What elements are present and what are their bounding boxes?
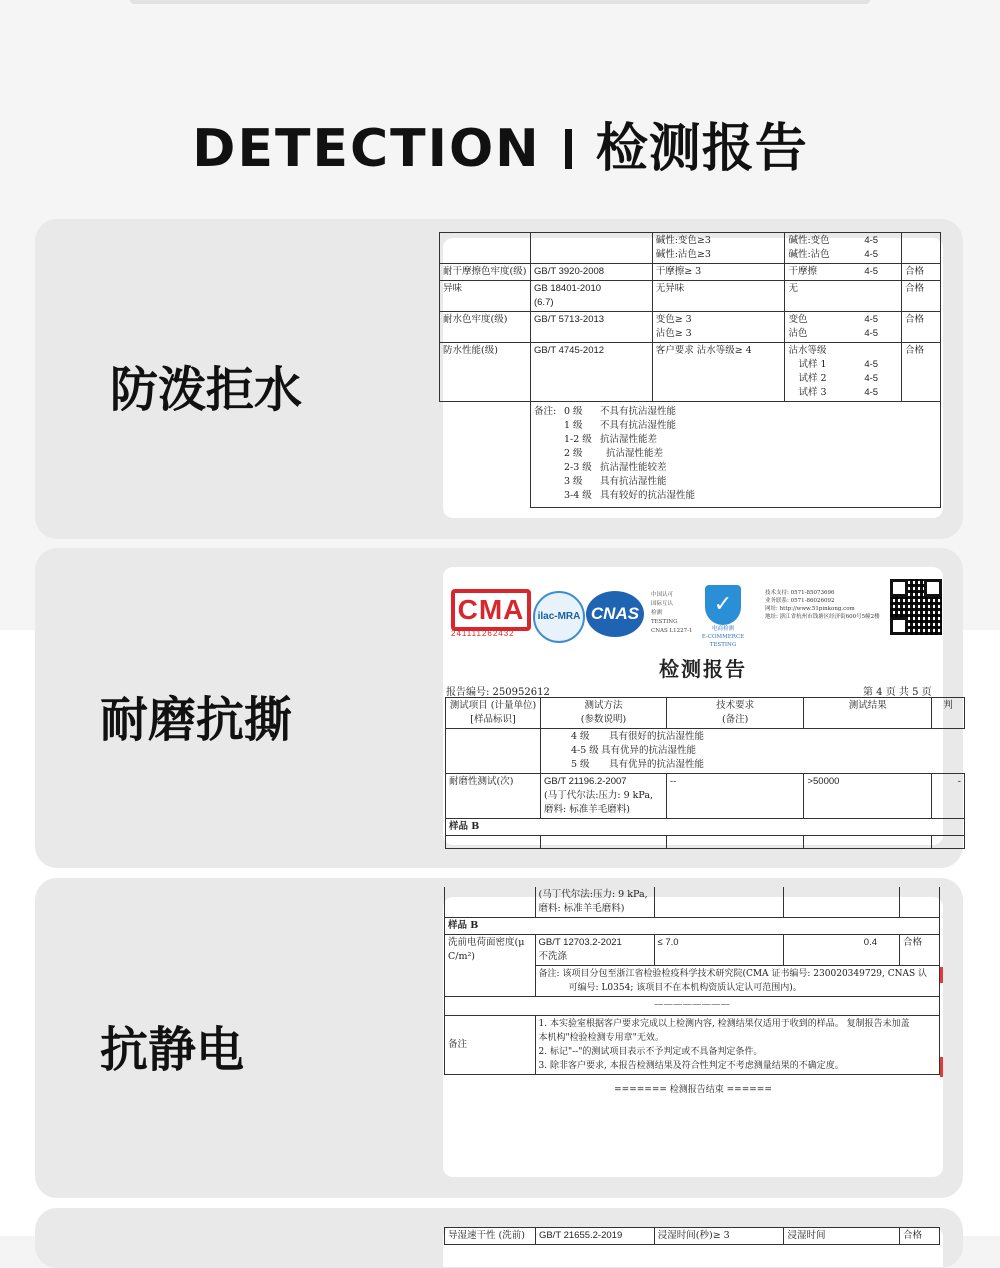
ecommerce-testing-text: [691, 625, 755, 649]
cnas-text-line: TESTING: [651, 619, 678, 625]
table-row: [445, 887, 940, 918]
cnas-text-line: 检测: [651, 610, 663, 616]
cell-text: 合格: [902, 343, 941, 402]
contact-line: 业务联系: 0571-86026092: [765, 598, 835, 604]
cell-text: C/m²): [448, 951, 475, 962]
report-excerpt-water-repellent: [443, 235, 943, 518]
page-title: [0, 106, 1000, 181]
cell-text: 沾色: [788, 328, 808, 339]
cell-text: 无异味: [652, 281, 785, 312]
note-desc: 抗沾湿性能差: [605, 448, 663, 459]
contact-info: [765, 589, 883, 621]
header-text: [样品标识]: [470, 714, 516, 725]
cell-text: 合格: [902, 264, 941, 281]
cell-text: 4-5: [864, 235, 879, 246]
report-number: 报告编号: 250952612: [446, 687, 550, 698]
cell-text: 浸湿时间(秒)≥ 3: [654, 1228, 784, 1245]
cnas-text: [651, 591, 693, 636]
title-chinese: 检测报告: [595, 119, 808, 179]
card-quick-dry: [35, 1208, 963, 1268]
card-label: 防泼拒水: [110, 362, 303, 418]
cell-text: -: [932, 774, 965, 819]
cell-text: 洗前电荷面密度(μ: [448, 937, 525, 948]
cell-text: 4-5: [864, 314, 879, 325]
cell-text: 4-5: [864, 359, 879, 370]
ec-text-line: E-COMMERCE TESTING: [701, 634, 745, 648]
report-table: [444, 1227, 940, 1245]
cell-text: 导湿速干性 (洗前): [445, 1228, 536, 1245]
note-grade: 1 级: [563, 420, 583, 431]
remark-line: 1. 本实验室根据客户要求完成以上检测内容, 检测结果仅适用于收到的样品。 复制报告未加盖: [538, 1019, 910, 1029]
report-end: ======= 检测报告结束 ======: [614, 1085, 772, 1095]
cnas-text-line: CNAS L1227-1: [651, 628, 693, 634]
cell-text: 异味: [440, 281, 531, 312]
note-grade: 5 级: [570, 759, 590, 770]
red-stamp-edge: [940, 1057, 943, 1077]
cell-text: 变色: [788, 314, 808, 325]
note-grade: 0 级: [563, 406, 583, 417]
note-grade: 3-4 级: [563, 490, 592, 501]
cell-text: GB/T 5713-2013: [530, 312, 652, 343]
remark-label: 备注: [445, 1016, 536, 1075]
remark-line: 本机构"检验检测专用章"无效。: [538, 1033, 664, 1043]
cell-text: 4-5: [864, 328, 879, 339]
table-row: [440, 312, 941, 343]
cell-text: 变色≥ 3: [655, 314, 692, 325]
note-desc: 不具有抗沾湿性能: [599, 420, 676, 431]
table-row: [446, 729, 965, 774]
header-text: 测试方法: [584, 700, 623, 711]
cell-text: >50000: [804, 774, 932, 819]
cell-text: GB/T 12703.2-2021: [538, 937, 622, 948]
notes-block: [534, 405, 937, 503]
cell-text: 沾水等级: [788, 345, 827, 356]
sample-label: 样品 B: [445, 918, 940, 935]
table-row: [440, 264, 941, 281]
ecommerce-testing-shield-icon: ✓: [705, 585, 741, 625]
table-row: [445, 1228, 940, 1245]
cell-text: 试样 1: [798, 359, 827, 370]
cell-text: 合格: [900, 935, 940, 966]
cell-text: 试样 2: [798, 373, 827, 384]
report-excerpt-quick-dry: [443, 1227, 943, 1267]
sample-label: 样品 B: [446, 819, 965, 836]
cnas-logo: CNAS: [586, 591, 644, 637]
contact-line: 地址: 浙江省杭州市钱塘区经济街600号5幢2楼: [765, 614, 880, 620]
report-table: [444, 887, 940, 1075]
cell-text: 碱性:变色≥3: [655, 235, 711, 246]
cell-text: 4-5: [864, 249, 879, 260]
cell-text: --: [666, 774, 804, 819]
cell-text: 4-5: [864, 387, 879, 398]
contact-line: 网址: http://www.51pinkong.com: [765, 606, 855, 612]
cell-text: (马丁代尔法:压力: 9 kPa,: [538, 889, 648, 900]
cell-text: 碱性:沾色: [788, 249, 830, 260]
header-text: 判: [943, 700, 953, 711]
table-row: [440, 233, 941, 264]
card-water-repellent: [35, 219, 963, 539]
cell-text: GB/T 3920-2008: [530, 264, 652, 281]
remark-line: 3. 除非客户要求, 本报告检测结果及符合性判定不考虑测量结果的不确定度。: [538, 1061, 844, 1071]
cell-text: 试样 3: [798, 387, 827, 398]
divider-text: ————————: [445, 997, 940, 1016]
note-desc: 具有优异的抗沾湿性能: [600, 745, 696, 756]
contact-line: 技术支持: 0571-85073696: [765, 590, 835, 596]
note-grade: 3 级: [563, 476, 583, 487]
cell-text: (马丁代尔法:压力: 9 kPa,: [543, 790, 654, 801]
table-row: [445, 918, 940, 935]
cell-text: 浸湿时间: [784, 1228, 900, 1245]
cma-number: 241111262432: [451, 629, 515, 638]
cell-text: GB/T 4745-2012: [530, 343, 652, 402]
table-row: [446, 774, 965, 819]
note-text: 可编号: L0354; 该项目不在本机构资质认定认可范围内)。: [568, 983, 802, 993]
cell-text: ≤ 7.0: [654, 935, 784, 966]
note-desc: 抗沾湿性能较差: [599, 462, 667, 473]
note-grade: 2 级: [563, 448, 583, 459]
cell-text: 客户要求 沾水等级≥ 4: [652, 343, 785, 402]
note-desc: 不具有抗沾湿性能: [599, 406, 676, 417]
cell-text: 耐水色牢度(级): [440, 312, 531, 343]
note-grade: 4 级: [570, 731, 590, 742]
cnas-text-line: 中国认可: [651, 592, 674, 598]
cell-text: 合格: [900, 1228, 940, 1245]
table-row: [446, 836, 965, 849]
report-table: [445, 697, 965, 849]
cma-logo: CMA: [451, 589, 531, 631]
note-grade: 2-3 级: [563, 462, 592, 473]
cnas-text-line: 国际互认: [651, 601, 674, 607]
title-english: DETECTION: [192, 119, 541, 179]
note-desc: 具有较好的抗沾湿性能: [599, 490, 695, 501]
report-table: [439, 232, 941, 508]
cell-text: 不洗涤: [538, 951, 568, 962]
cell-text: 4-5: [864, 373, 879, 384]
report-excerpt-anti-static: [443, 889, 943, 1177]
note-desc: 具有抗沾湿性能: [599, 476, 667, 487]
cell-text: GB/T 21655.2-2019: [535, 1228, 654, 1245]
remark-line: 2. 标记"--"的测试项目表示不予判定或不具备判定条件。: [538, 1047, 763, 1057]
table-row: [440, 402, 941, 508]
table-header-row: [446, 698, 965, 729]
red-stamp-edge: [940, 967, 943, 983]
page-number: 第 4 页 共 5 页: [863, 687, 932, 698]
cell-text: 防水性能(级): [440, 343, 531, 402]
cell-text: 磨料: 标准羊毛磨料): [543, 804, 630, 815]
table-row: [440, 281, 941, 312]
report-title: 检测报告: [659, 657, 747, 681]
cell-text: 碱性:变色: [788, 235, 830, 246]
cell-text: (6.7): [533, 297, 554, 308]
note-desc: 具有优异的抗沾湿性能: [608, 759, 704, 770]
header-text: 测试项目 (计量单位): [449, 700, 537, 711]
ec-text-line: 电商检测: [711, 626, 734, 632]
cell-text: 磨料: 标准羊毛磨料): [538, 903, 625, 914]
note-grade: 1-2 级: [563, 434, 592, 445]
card-anti-static: [35, 878, 963, 1198]
table-row: [446, 819, 965, 836]
table-row: [445, 935, 940, 966]
ilac-mra-logo: ilac-MRA: [533, 591, 585, 643]
cell-text: 无: [785, 281, 902, 312]
note-desc: 抗沾湿性能差: [599, 434, 657, 445]
note-desc: 具有很好的抗沾湿性能: [608, 731, 704, 742]
cell-text: 合格: [902, 281, 941, 312]
cell-text: 干摩擦: [788, 266, 817, 277]
header-text: (参数说明): [580, 714, 627, 725]
note-grade: 4-5 级: [570, 745, 599, 756]
card-label: 耐磨抗撕: [100, 692, 293, 748]
report-excerpt-abrasion: [443, 567, 961, 845]
cell-text: 耐磨性测试(次): [446, 774, 541, 819]
cell-text: GB 18401-2010: [533, 283, 602, 294]
header-text: (备注): [721, 714, 749, 725]
title-separator: [565, 129, 572, 169]
header-text: 测试结果: [848, 700, 887, 711]
cell-text: GB/T 21196.2-2007: [543, 776, 627, 787]
note-text: 备注: 该项目分包至浙江省检验检疫科学技术研究院(CMA 证书编号: 230020349729, CNAS 认: [538, 969, 928, 979]
cell-text: 沾色≥ 3: [655, 328, 692, 339]
top-divider: [130, 0, 870, 4]
cell-text: 碱性:沾色≥3: [655, 249, 711, 260]
cell-text: 耐干摩擦色牢度(级): [440, 264, 531, 281]
table-row: [445, 1016, 940, 1075]
cell-text: 合格: [902, 312, 941, 343]
card-abrasion-resistant: [35, 548, 963, 868]
table-row: [440, 343, 941, 402]
cell-text: 干摩擦≥ 3: [652, 264, 785, 281]
cell-text: 4-5: [864, 266, 879, 277]
qr-code-icon: [890, 579, 942, 635]
header-text: 技术要求: [716, 700, 755, 711]
table-row: [445, 997, 940, 1016]
notes-label: 备注:: [533, 406, 557, 417]
card-label: 抗静电: [100, 1022, 245, 1078]
cell-text: 0.4: [784, 935, 900, 966]
